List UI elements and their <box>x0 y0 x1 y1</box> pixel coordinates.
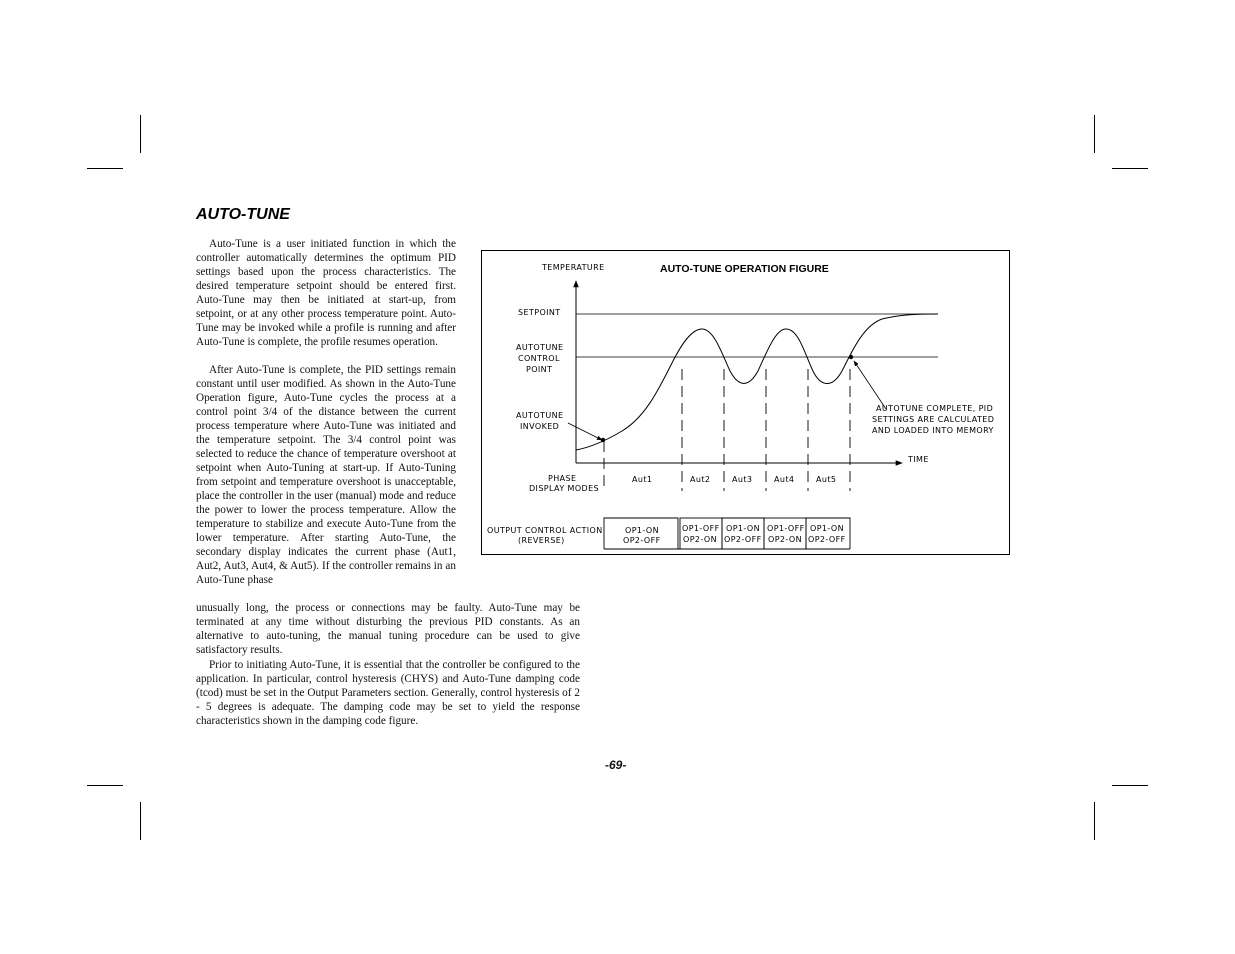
page-number: -69- <box>605 758 627 772</box>
crop-mark <box>1112 168 1148 169</box>
control-point-label-1: AUTOTUNE <box>516 343 564 352</box>
paragraph-2: After Auto-Tune is complete, the PID settings remain constant until user modified. As shown in the Auto-Tune Operation figure, Auto-Tune cycles the process at a control point 3/4 of the distance between the current process temperature where Auto-Tune was initiated and the temperature setpoint. The 3/4 control point was selected to reduce the chance of temperature overshoot at setpoint when Auto-Tuning at start-up. If Auto-Tuning from setpoint and temperature overshoot is unacceptable, place the controller in the user (manual) mode and reduce the power to lower the process temperature. Allow the temperature to stabilize and execute Auto-Tune from the lower temperature. After starting Auto-Tune, the secondary display indicates the current phase (Aut1, Aut2, Aut3, Aut4, & Aut5). If the controller remains in an Auto-Tune phase <box>196 364 456 586</box>
output-4-op2: OP2-ON <box>768 535 803 544</box>
paragraph-2-continued: unusually long, the process or connections may be faulty. Auto-Tune may be terminated at any time without disturbing the previous PID constants. As an alternative to auto-tuning, the manual tuning procedure can be used to give satisfactory results. <box>196 602 580 656</box>
phase-aut1: Aut1 <box>632 475 653 484</box>
phase-aut2: Aut2 <box>690 475 711 484</box>
phase-dividers <box>604 369 850 491</box>
output-label-2: (REVERSE) <box>518 536 565 545</box>
output-2-op2: OP2-ON <box>683 535 718 544</box>
figure-title: AUTO-TUNE OPERATION FIGURE <box>660 263 829 275</box>
output-3-op1: OP1-ON <box>726 524 761 533</box>
control-point-label-2: CONTROL <box>518 354 560 363</box>
complete-point <box>849 355 853 359</box>
complete-label-3: AND LOADED INTO MEMORY <box>872 426 994 435</box>
page-title: AUTO-TUNE <box>196 206 290 223</box>
phase-aut5: Aut5 <box>816 475 837 484</box>
output-box-5 <box>806 518 850 549</box>
phase-label-1: PHASE <box>548 474 577 483</box>
output-box-3 <box>722 518 764 549</box>
control-point-label-3: POINT <box>526 365 553 374</box>
crop-mark <box>87 168 123 169</box>
output-4-op1: OP1-OFF <box>767 524 805 533</box>
output-label-1: OUTPUT CONTROL ACTION <box>487 526 603 535</box>
output-5-op2: OP2-OFF <box>808 535 846 544</box>
complete-label-2: SETTINGS ARE CALCULATED <box>872 415 995 424</box>
output-box-4 <box>764 518 806 549</box>
complete-arrow <box>854 361 886 409</box>
setpoint-label: SETPOINT <box>518 308 561 317</box>
auto-tune-operation-figure <box>481 250 1010 555</box>
complete-label-1: AUTOTUNE COMPLETE, PID <box>876 404 994 413</box>
output-1-op2: OP2-OFF <box>623 536 661 545</box>
y-axis-label: TEMPERATURE <box>542 263 605 272</box>
phase-aut3: Aut3 <box>732 475 753 484</box>
paragraph-1: Auto-Tune is a user initiated function in which the controller automatically determines the optimum PID settings based upon the process characteristics. The desired temperature setpoint should be entered first. Auto-Tune may then be initiated at start-up, from setpoint, or at any other process temperature point. Auto-Tune may be invoked while a profile is running and after Auto-Tune is complete, the profile resumes operation. <box>196 238 456 348</box>
output-3-op2: OP2-OFF <box>724 535 762 544</box>
output-box-2 <box>680 518 722 549</box>
crop-mark <box>140 115 141 153</box>
invoked-point <box>601 438 605 442</box>
output-5-op1: OP1-ON <box>810 524 845 533</box>
crop-mark <box>1112 785 1148 786</box>
crop-mark <box>140 802 141 840</box>
invoked-label-2: INVOKED <box>520 422 560 431</box>
invoked-arrow <box>568 423 602 440</box>
figure-diagram <box>482 251 1011 556</box>
phase-label-2: DISPLAY MODES <box>529 484 600 493</box>
crop-mark <box>1094 802 1095 840</box>
crop-mark <box>1094 115 1095 153</box>
output-1-op1: OP1-ON <box>625 526 660 535</box>
phase-aut4: Aut4 <box>774 475 795 484</box>
x-axis-label: TIME <box>908 455 929 464</box>
invoked-label-1: AUTOTUNE <box>516 411 564 420</box>
output-2-op1: OP1-OFF <box>682 524 720 533</box>
crop-mark <box>87 785 123 786</box>
paragraph-3: Prior to initiating Auto-Tune, it is essential that the controller be configured to the application. In particular, control hysteresis (CHYS) and Auto-Tune damping code (tcod) must be set in the Output Parameters section. Generally, control hysteresis of 2 - 5 degrees is adequate. The damping code may be set to yield the response characteristics shown in the damping code figure. <box>196 659 580 727</box>
